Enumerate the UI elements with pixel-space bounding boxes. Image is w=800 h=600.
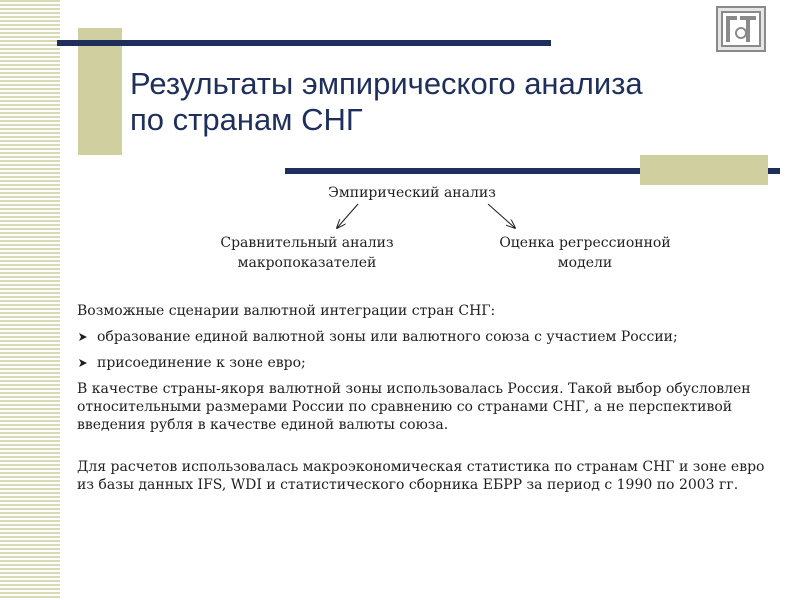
list-item-text: образование единой валютной зоны или валютного союза с участием России; xyxy=(97,329,678,345)
diagram-right-line1: Оценка регрессионной xyxy=(499,235,671,251)
right-accent-block xyxy=(640,155,768,185)
decorative-striped-sidebar xyxy=(0,0,60,600)
intro-text: Возможные сценарии валютной интеграции стран СНГ: xyxy=(77,303,496,319)
diagram-right-branch xyxy=(470,233,700,273)
arrow-bullet-icon xyxy=(77,331,89,343)
diagram-root-label: Эмпирический анализ xyxy=(328,185,496,201)
paragraph-data-sources: Для расчетов использовалась макроэкономическая статистика по странам СНГ и зоне евро из базы данных IFS, WDI и статистического сборника ЕБРР за период с 1990 по 2003 гг. xyxy=(77,459,765,493)
top-divider-line xyxy=(57,40,551,46)
institution-logo-icon xyxy=(710,2,772,56)
diagram-left-line2: макропоказателей xyxy=(237,255,377,271)
slide-title xyxy=(130,66,643,138)
list-item-text: присоединение к зоне евро; xyxy=(97,355,306,371)
diagram-left-line1: Сравнительный анализ xyxy=(220,235,394,251)
arrow-to-right-branch xyxy=(488,204,515,228)
list-item xyxy=(77,354,777,372)
arrow-to-left-branch xyxy=(337,204,358,228)
slide-body xyxy=(77,302,777,494)
title-accent-block xyxy=(78,28,122,155)
list-item xyxy=(77,328,777,346)
diagram-left-branch xyxy=(200,233,414,273)
diagram-right-line2: модели xyxy=(557,255,613,271)
slide-title-line2: по странам СНГ xyxy=(130,102,363,137)
arrow-bullet-icon xyxy=(77,357,89,369)
paragraph-anchor-country: В качестве страны-якоря валютной зоны использовалась Россия. Такой выбор обусловлен относительными размерами России по сравнению со странами СНГ, а не перспективой введения рубля в качестве единой валюты союза. xyxy=(77,381,751,433)
slide-title-line1: Результаты эмпирического анализа xyxy=(130,66,643,101)
